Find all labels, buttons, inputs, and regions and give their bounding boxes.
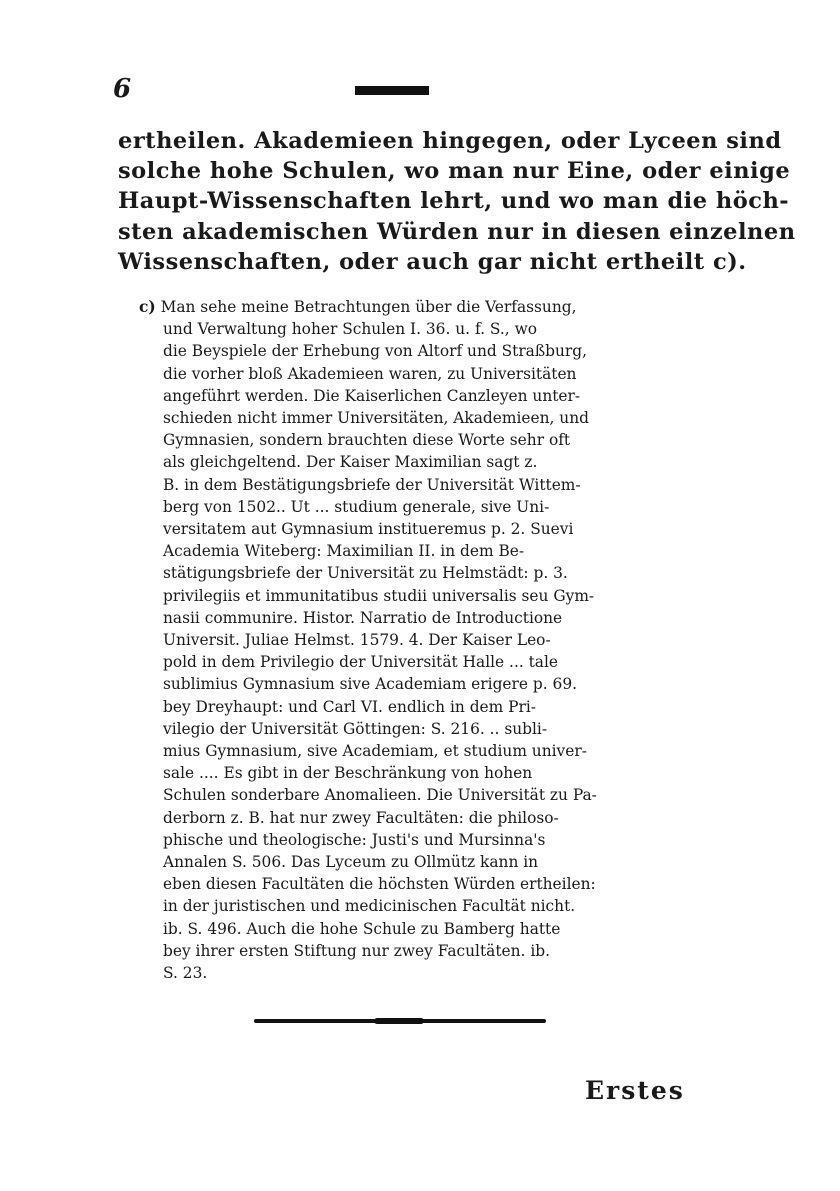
closing-ornament-rule: [254, 1019, 546, 1023]
footnote-line: derborn z. B. hat nur zwey Facultäten: die philoso-: [163, 808, 559, 827]
footnote-first-line: [139, 296, 679, 318]
main-text-line: Haupt-Wissenschaften lehrt, und wo man die höch-: [118, 188, 790, 215]
main-text-line: Wissenschaften, oder auch gar nicht ertheilt c).: [118, 248, 747, 275]
catchword: Erstes: [585, 1076, 685, 1105]
footnote-line: pold in dem Privilegio der Universität Halle ... tale: [163, 653, 559, 672]
main-text-line: sten akademischen Würden nur in diesen einzelnen: [118, 218, 796, 245]
footnote-line: angeführt werden. Die Kaiserlichen Canzleyen unter-: [163, 386, 581, 405]
footnote-line: die vorher bloß Akademieen waren, zu Universitäten: [163, 364, 577, 383]
main-text-line: solche hohe Schulen, wo man nur Eine, oder einige: [118, 158, 791, 185]
page-number: 6: [113, 74, 132, 104]
footnote-line: privilegiis et immunitatibus studii universalis seu Gym-: [163, 586, 595, 605]
footnote-marker: c): [139, 298, 156, 316]
footnote-line: Gymnasien, sondern brauchten diese Worte sehr oft: [163, 431, 571, 450]
footnote-line: phische und theologische: Justi's und Mursinna's: [163, 830, 546, 849]
footnote: [139, 296, 679, 984]
footnote-line: vilegio der Universität Göttingen: S. 216. .. subli-: [163, 719, 548, 738]
footnote-line: ib. S. 496. Auch die hohe Schule zu Bamberg hatte: [163, 919, 561, 938]
footnote-line: schieden nicht immer Universitäten, Akademieen, und: [163, 409, 589, 428]
footnote-line: bey ihrer ersten Stiftung nur zwey Facultäten. ib.: [163, 941, 550, 960]
footnote-line: Academia Witeberg: Maximilian II. in dem Be-: [163, 542, 525, 561]
header-ornament-rule: [355, 86, 429, 95]
main-paragraph: [118, 126, 796, 277]
footnote-line: berg von 1502.. Ut ... studium generale, sive Uni-: [163, 497, 550, 516]
footnote-line: Universit. Juliae Helmst. 1579. 4. Der Kaiser Leo-: [163, 631, 551, 650]
footnote-line: als gleichgeltend. Der Kaiser Maximilian sagt z.: [163, 453, 538, 472]
footnote-line: die Beyspiele der Erhebung von Altorf und Straßburg,: [163, 342, 588, 361]
footnote-line: sale .... Es gibt in der Beschränkung von hohen: [163, 764, 533, 783]
footnote-line: stätigungsbriefe der Universität zu Helmstädt: p. 3.: [163, 564, 568, 583]
footnote-text: Man sehe meine Betrachtungen über die Verfassung,: [160, 298, 577, 316]
footnote-line: mius Gymnasium, sive Academiam, et studium univer-: [163, 742, 587, 761]
footnote-line: bey Dreyhaupt: und Carl VI. endlich in dem Pri-: [163, 697, 536, 716]
footnote-line: in der juristischen und medicinischen Facultät nicht.: [163, 897, 576, 916]
footnote-line: Annalen S. 506. Das Lyceum zu Ollmütz kann in: [163, 853, 539, 872]
footnote-line: B. in dem Bestätigungsbriefe der Universität Wittem-: [163, 475, 581, 494]
footnote-line: eben diesen Facultäten die höchsten Würden ertheilen:: [163, 875, 596, 894]
footnote-line: versitatem aut Gymnasium institueremus p. 2. Suevi: [163, 520, 574, 539]
footnote-line: nasii communire. Histor. Narratio de Introductione: [163, 608, 563, 627]
footnote-line: und Verwaltung hoher Schulen I. 36. u. f. S., wo: [163, 320, 538, 339]
footnote-line: sublimius Gymnasium sive Academiam erigere p. 69.: [163, 675, 577, 694]
main-text-line: ertheilen. Akademieen hingegen, oder Lyceen sind: [118, 128, 782, 154]
footnote-line: Schulen sonderbare Anomalieen. Die Universität zu Pa-: [163, 786, 597, 805]
footnote-line: S. 23.: [163, 964, 208, 983]
